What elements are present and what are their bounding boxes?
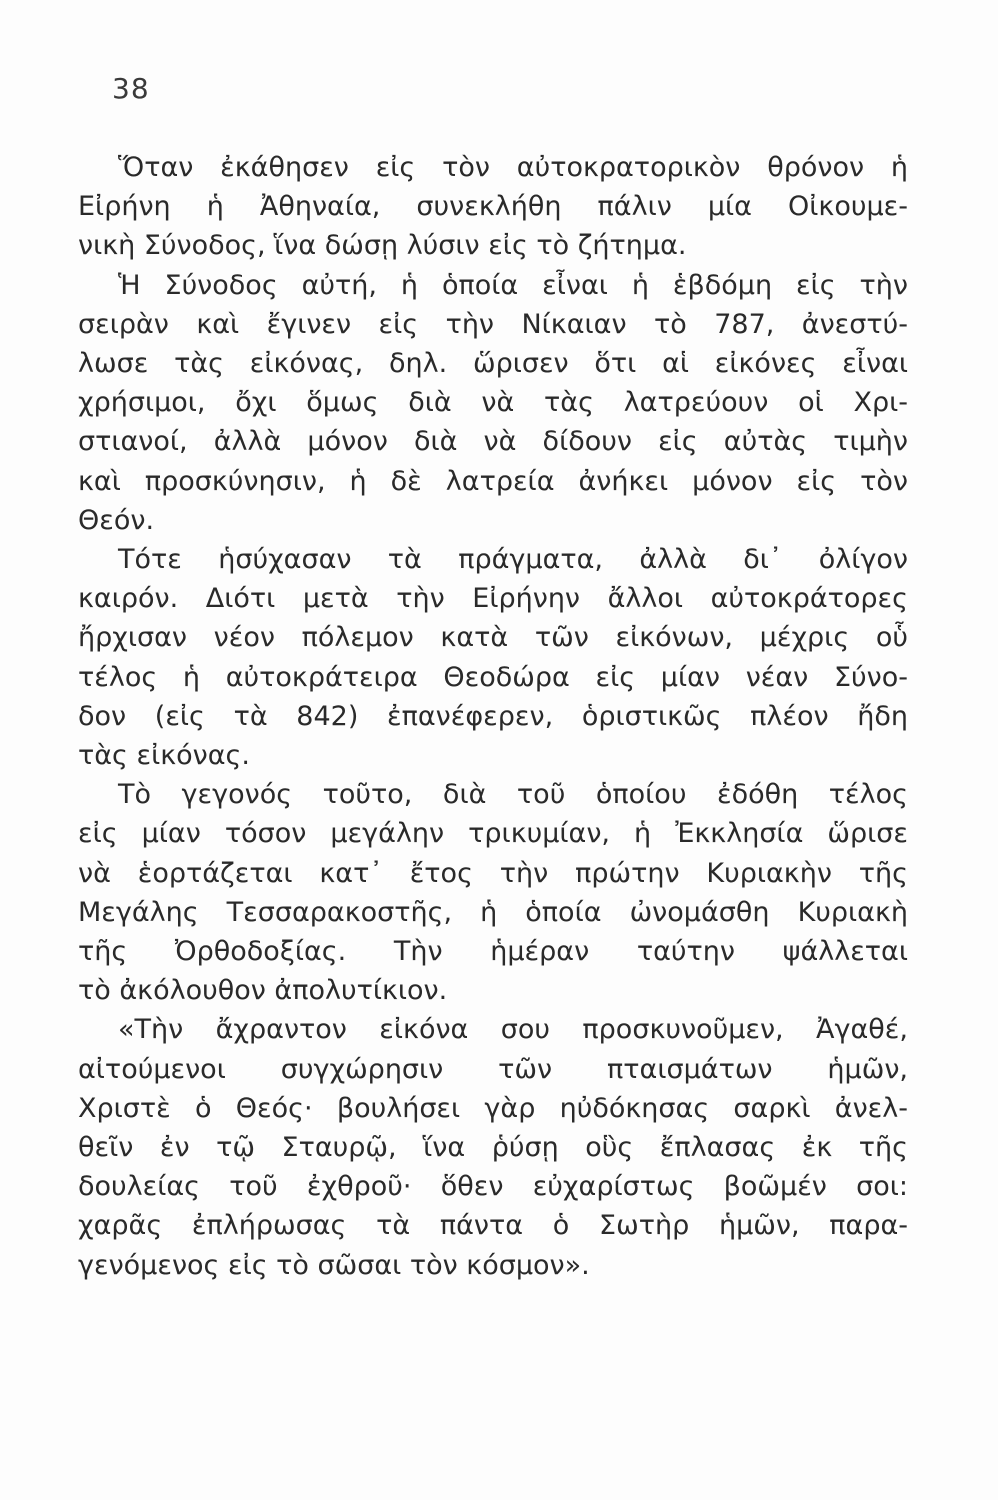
text-line: Ἡ Σύνοδος αὐτή, ἡ ὁποία εἶναι ἡ ἑβδόμη εἰς τὴν (118, 269, 908, 301)
text-line: σειρὰν καὶ ἔγινεν εἰς τὴν Νίκαιαν τὸ 787, ἀνεστύ- (78, 308, 908, 340)
text-line: τὸ ἀκόλουθον ἀπολυτίκιον. (78, 975, 448, 1007)
text-line: Θεόν. (78, 504, 155, 536)
paragraph-irene-council (78, 148, 908, 266)
text-line: Χριστὲ ὁ Θεός· βουλήσει γὰρ ηὐδόκησας σαρκὶ ἀνελ- (78, 1092, 908, 1124)
text-line: εἰς μίαν τόσον μεγάλην τρικυμίαν, ἡ Ἐκκλησία ὥρισε (78, 818, 908, 850)
text-line: γενόμενος εἰς τὸ σῶσαι τὸν κόσμον». (78, 1249, 590, 1281)
text-line: λωσε τὰς εἰκόνας, δηλ. ὥρισεν ὅτι αἱ εἰκόνες εἶναι (78, 348, 908, 380)
paragraph-orthodoxy-sunday (78, 775, 908, 1010)
body-text (78, 148, 908, 1285)
text-line: καιρόν. Διότι μετὰ τὴν Εἰρήνην ἄλλοι αὐτοκράτορες (78, 583, 908, 615)
text-line: στιανοί, ἀλλὰ μόνον διὰ νὰ δίδουν εἰς αὐτὰς τιμὴν (78, 426, 908, 458)
text-line: Εἰρήνη ἡ Ἀθηναία, συνεκλήθη πάλιν μία Οἰκουμε- (78, 191, 908, 223)
page-number: 38 (112, 72, 150, 105)
text-line: Τότε ἡσύχασαν τὰ πράγματα, ἀλλὰ δι᾽ ὀλίγον (118, 544, 908, 576)
text-line: τέλος ἡ αὐτοκράτειρα Θεοδώρα εἰς μίαν νέαν Σύνο- (78, 661, 908, 693)
text-line: δουλείας τοῦ ἐχθροῦ· ὅθεν εὐχαρίστως βοῶμέν σοι: (78, 1171, 908, 1203)
text-line: Ὅταν ἐκάθησεν εἰς τὸν αὐτοκρατορικὸν θρόνον ἡ (118, 152, 908, 183)
paragraph-apolytikion (78, 1010, 908, 1284)
text-line: θεῖν ἐν τῷ Σταυρῷ, ἵνα ῥύσῃ οὓς ἔπλασας ἐκ τῆς (78, 1132, 908, 1164)
text-line: νικὴ Σύνοδος, ἵνα δώσῃ λύσιν εἰς τὸ ζήτημα. (78, 230, 687, 262)
text-line: Τὸ γεγονός τοῦτο, διὰ τοῦ ὁποίου ἐδόθη τέλος (118, 779, 908, 811)
paragraph-theodora (78, 540, 908, 775)
text-line: καὶ προσκύνησιν, ἡ δὲ λατρεία ἀνήκει μόνον εἰς τὸν (78, 465, 908, 497)
text-line: δον (εἰς τὰ 842) ἐπανέφερεν, ὁριστικῶς πλέον ἤδη (78, 700, 908, 732)
text-line: Μεγάλης Τεσσαρακοστῆς, ἡ ὁποία ὠνομάσθη Κυριακὴ (78, 896, 908, 928)
text-line: αἰτούμενοι συγχώρησιν τῶν πταισμάτων ἡμῶν, (78, 1053, 908, 1085)
paragraph-seventh-council (78, 266, 908, 540)
text-line: ἤρχισαν νέον πόλεμον κατὰ τῶν εἰκόνων, μέχρις οὗ (78, 622, 908, 654)
text-line: χαρᾶς ἐπλήρωσας τὰ πάντα ὁ Σωτὴρ ἡμῶν, παρα- (78, 1210, 908, 1242)
text-line: «Τὴν ἄχραντον εἰκόνα σου προσκυνοῦμεν, Ἀγαθέ, (118, 1014, 908, 1046)
text-line: τὰς εἰκόνας. (78, 740, 250, 772)
text-line: νὰ ἑορτάζεται κατ᾽ ἔτος τὴν πρώτην Κυριακὴν τῆς (78, 857, 908, 889)
text-line: χρήσιμοι, ὄχι ὅμως διὰ νὰ τὰς λατρεύουν οἱ Χρι- (78, 387, 908, 419)
text-line: τῆς Ὀρθοδοξίας. Τὴν ἡμέραν ταύτην ψάλλεται (78, 936, 908, 968)
